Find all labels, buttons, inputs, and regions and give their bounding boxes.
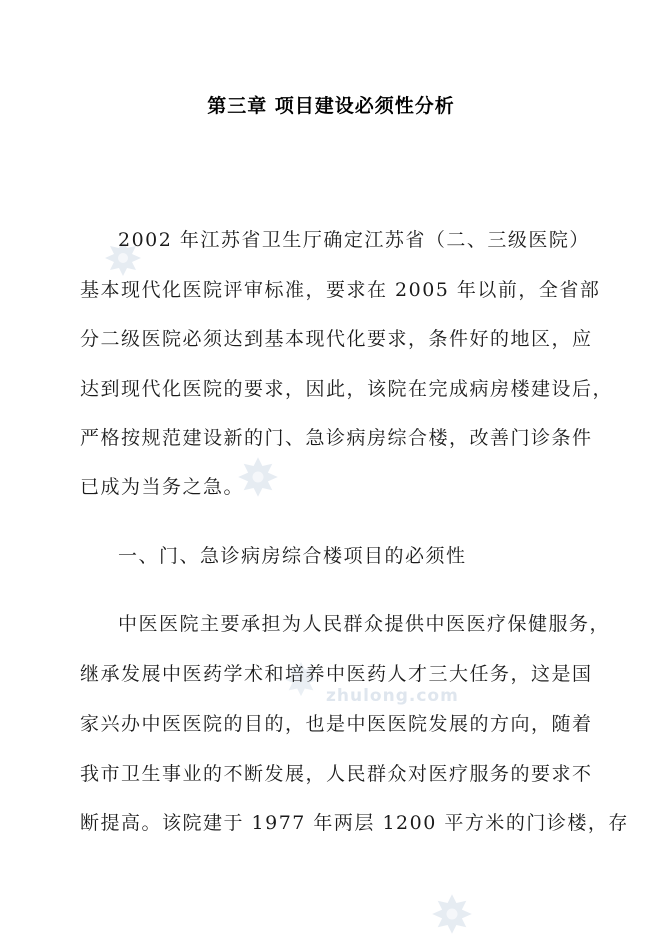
section-heading: 一、门、急诊病房综合楼项目的必须性 bbox=[118, 545, 467, 567]
paragraph-line: 家兴办中医医院的目的，也是中医医院发展的方向，随着 bbox=[80, 713, 593, 735]
paragraph-line: 已成为当务之急。 bbox=[80, 476, 245, 498]
paragraph-line: 我市卫生事业的不断发展，人民群众对医疗服务的要求不 bbox=[80, 763, 593, 785]
paragraph-line: 断提高。该院建于 1977 年两层 1200 平方米的门诊楼，存 bbox=[80, 812, 629, 834]
paragraph-line: 达到现代化医院的要求，因此，该院在完成病房楼建设后， bbox=[80, 378, 614, 400]
watermark-logo-icon bbox=[430, 892, 474, 940]
paragraph-line: 基本现代化医院评审标准，要求在 2005 年以前，全省部 bbox=[80, 279, 601, 301]
paragraph-line: 严格按规范建设新的门、急诊病房综合楼，改善门诊条件 bbox=[80, 427, 593, 449]
paragraph-line: 2002 年江苏省卫生厅确定江苏省（二、三级医院） bbox=[118, 229, 590, 251]
paragraph-line: 分二级医院必须达到基本现代化要求，条件好的地区，应 bbox=[80, 328, 593, 350]
paragraph-line: 继承发展中医药学术和培养中医药人才三大任务，这是国 bbox=[80, 663, 593, 685]
chapter-title: 第三章 项目建设必须性分析 bbox=[207, 95, 455, 117]
paragraph-line: 中医医院主要承担为人民群众提供中医医疗保健服务， bbox=[118, 613, 611, 635]
watermark-text: zhulong.com bbox=[326, 686, 459, 706]
